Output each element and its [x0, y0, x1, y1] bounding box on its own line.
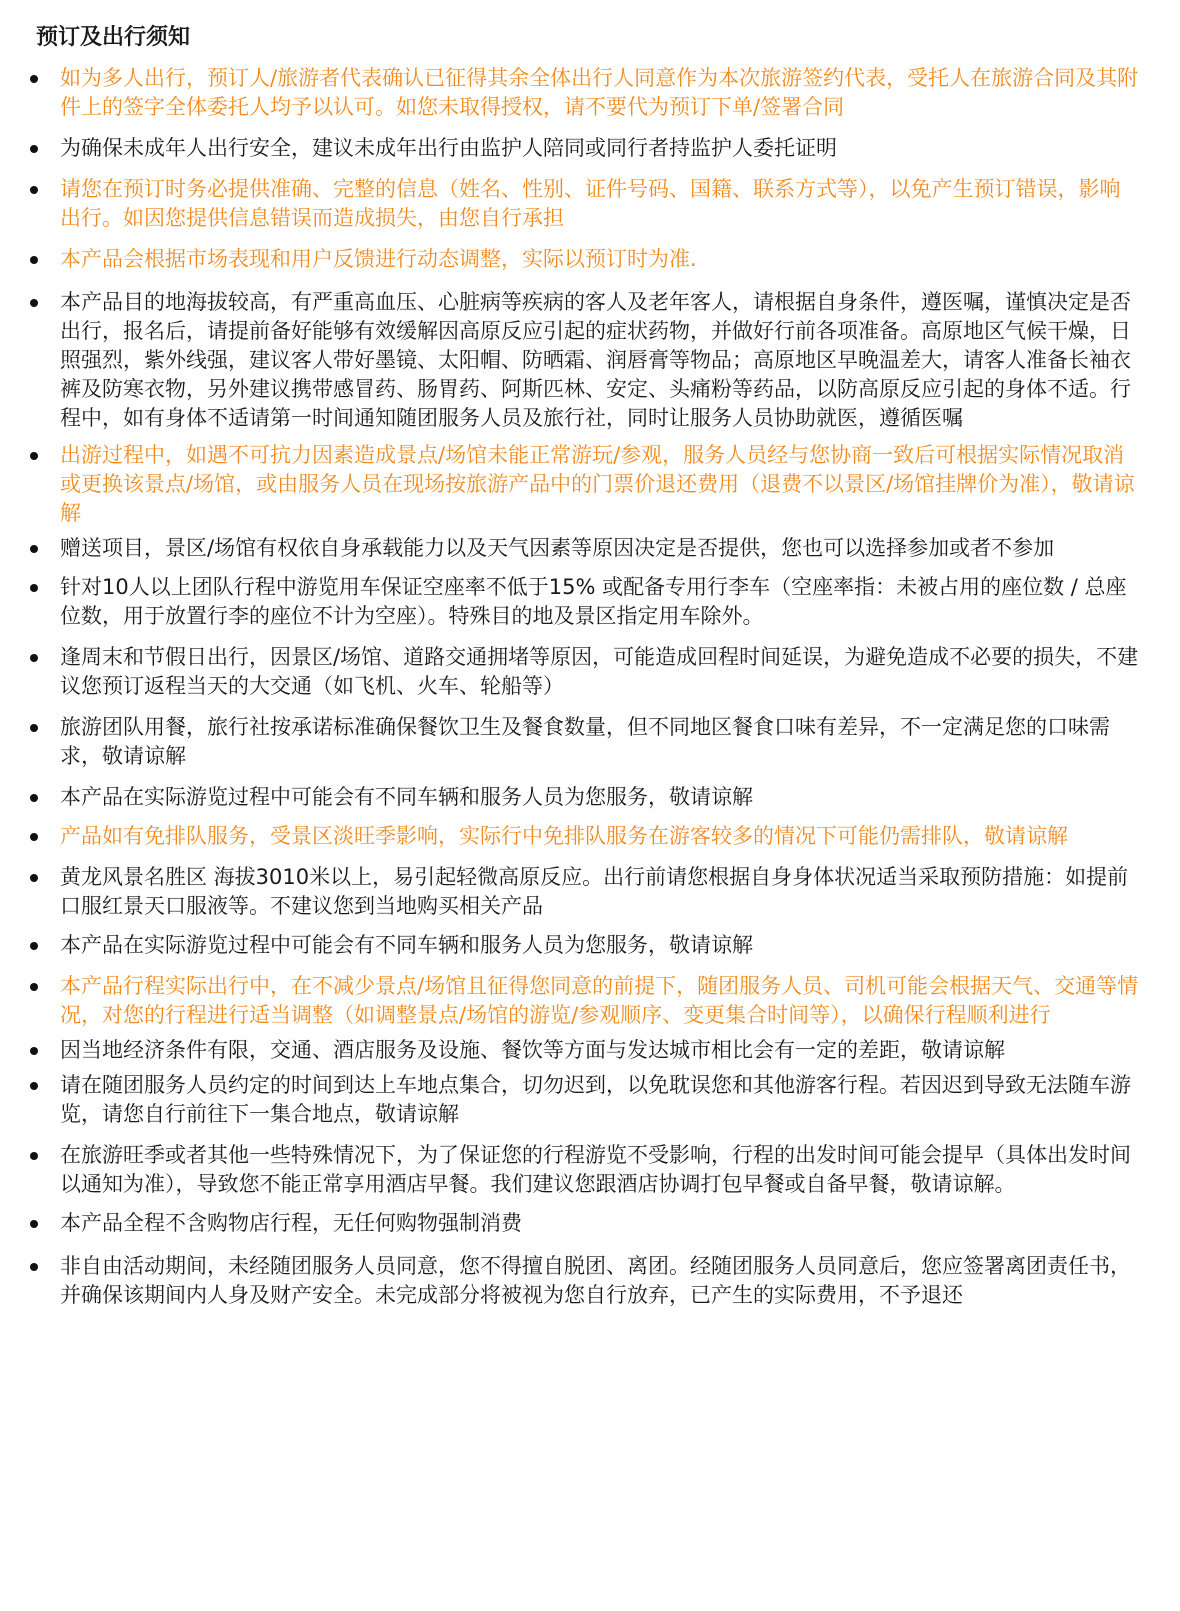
notice-item: [28, 643, 1140, 701]
notice-text: 非自由活动期间，未经随团服务人员同意，您不得擅自脱团、离团。经随团服务人员同意后，您应签署离团责任书，并确保该期间内人身及财产安全。未完成部分将被视为您自行放弃，已产生的实际费用，不予退还: [60, 1254, 1131, 1307]
notice-item: [28, 931, 1140, 960]
notice-item: [28, 783, 1140, 812]
notice-text: 针对10人以上团队行程中游览用车保证空座率不低于15% 或配备专用行李车（空座率指：未被占用的座位数 / 总座位数，用于放置行李的座位不计为空座）。特殊目的地及景区指定用车除外。: [60, 575, 1127, 628]
notice-text: 旅游团队用餐，旅行社按承诺标准确保餐饮卫生及餐食数量，但不同地区餐食口味有差异，不一定满足您的口味需求，敬请谅解: [60, 715, 1110, 768]
notice-text: 本产品在实际游览过程中可能会有不同车辆和服务人员为您服务，敬请谅解: [60, 785, 753, 809]
notice-text: 本产品全程不含购物店行程，无任何购物强制消费: [60, 1211, 522, 1235]
notice-item: [28, 288, 1140, 433]
notice-text: 如为多人出行，预订人/旅游者代表确认已征得其余全体出行人同意作为本次旅游签约代表，受托人在旅游合同及其附件上的签字全体委托人均予以认可。如您未取得授权，请不要代为预订下单/签署合同: [60, 66, 1139, 119]
notice-item: [28, 175, 1140, 233]
notice-list: [28, 64, 1140, 1310]
notice-item: [28, 713, 1140, 771]
bullet-icon: [30, 833, 38, 841]
notice-item: [28, 972, 1140, 1030]
notice-text: 黄龙风景名胜区 海拔3010米以上，易引起轻微高原反应。出行前请您根据自身身体状况适当采取预防措施：如提前口服红景天口服液等。不建议您到当地购买相关产品: [60, 865, 1129, 918]
notice-item: [28, 863, 1140, 921]
notice-text: 本产品会根据市场表现和用户反馈进行动态调整，实际以预订时为准.: [60, 247, 697, 271]
notice-text: 请在随团服务人员约定的时间到达上车地点集合，切勿迟到，以免耽误您和其他游客行程。若因迟到导致无法随车游览，请您自行前往下一集合地点，敬请谅解: [60, 1073, 1131, 1126]
notice-item: [28, 1071, 1140, 1129]
bullet-icon: [30, 942, 38, 950]
notice-item: [28, 573, 1140, 631]
bullet-icon: [30, 145, 38, 153]
notice-item: [28, 1036, 1140, 1065]
notice-text: 在旅游旺季或者其他一些特殊情况下，为了保证您的行程游览不受影响，行程的出发时间可能会提早（具体出发时间以通知为准），导致您不能正常享用酒店早餐。我们建议您跟酒店协调打包早餐或自备早餐，敬请谅解。: [60, 1143, 1131, 1196]
bullet-icon: [30, 1263, 38, 1271]
bullet-icon: [30, 794, 38, 802]
notice-item: [28, 245, 1140, 274]
notice-item: [28, 441, 1140, 528]
notice-text: 本产品在实际游览过程中可能会有不同车辆和服务人员为您服务，敬请谅解: [60, 933, 753, 957]
notice-text: 本产品行程实际出行中，在不减少景点/场馆且征得您同意的前提下，随团服务人员、司机可能会根据天气、交通等情况，对您的行程进行适当调整（如调整景点/场馆的游览/参观顺序、变更集合时间等），以确保行程顺利进行: [60, 974, 1139, 1027]
bullet-icon: [30, 983, 38, 991]
bullet-icon: [30, 452, 38, 460]
notice-text: 逢周末和节假日出行，因景区/场馆、道路交通拥堵等原因，可能造成回程时间延误，为避免造成不必要的损失，不建议您预订返程当天的大交通（如飞机、火车、轮船等）: [60, 645, 1139, 698]
bullet-icon: [30, 75, 38, 83]
bullet-icon: [30, 545, 38, 553]
notice-text: 产品如有免排队服务，受景区淡旺季影响，实际行中免排队服务在游客较多的情况下可能仍需排队，敬请谅解: [60, 824, 1068, 848]
notice-text: 出游过程中，如遇不可抗力因素造成景点/场馆未能正常游玩/参观，服务人员经与您协商一致后可根据实际情况取消或更换该景点/场馆，或由服务人员在现场按旅游产品中的门票价退还费用（退费不以景区/场馆挂牌价为准），敬请谅解: [60, 443, 1135, 525]
bullet-icon: [30, 1152, 38, 1160]
notice-text: 请您在预订时务必提供准确、完整的信息（姓名、性别、证件号码、国籍、联系方式等），以免产生预订错误，影响出行。如因您提供信息错误而造成损失，由您自行承担: [60, 177, 1121, 230]
notice-item: [28, 64, 1140, 122]
bullet-icon: [30, 1220, 38, 1228]
bullet-icon: [30, 1047, 38, 1055]
bullet-icon: [30, 299, 38, 307]
notice-item: [28, 1252, 1140, 1310]
notice-item: [28, 534, 1140, 563]
bullet-icon: [30, 1082, 38, 1090]
notice-text: 因当地经济条件有限，交通、酒店服务及设施、餐饮等方面与发达城市相比会有一定的差距，敬请谅解: [60, 1038, 1005, 1062]
bullet-icon: [30, 724, 38, 732]
notice-item: [28, 822, 1140, 851]
notice-item: [28, 1209, 1140, 1238]
notice-text: 本产品目的地海拔较高，有严重高血压、心脏病等疾病的客人及老年客人，请根据自身条件，遵医嘱，谨慎决定是否出行，报名后，请提前备好能够有效缓解因高原反应引起的症状药物，并做好行前各项准备。高原地区气候干燥，日照强烈，紫外线强，建议客人带好墨镜、太阳帽、防晒霜、润唇膏等物品；高原地区早晚温差大，请客人准备长袖衣裤及防寒衣物，另外建议携带感冒药、肠胃药、阿斯匹林、安定、头痛粉等药品，以防高原反应引起的身体不适。行程中，如有身体不适请第一时间通知随团服务人员及旅行社，同时让服务人员协助就医，遵循医嘱: [60, 290, 1131, 430]
notice-item: [28, 134, 1140, 163]
bullet-icon: [30, 874, 38, 882]
notice-text: 赠送项目，景区/场馆有权依自身承载能力以及天气因素等原因决定是否提供，您也可以选择参加或者不参加: [60, 536, 1055, 560]
bullet-icon: [30, 584, 38, 592]
notice-item: [28, 1141, 1140, 1199]
bullet-icon: [30, 186, 38, 194]
bullet-icon: [30, 654, 38, 662]
page-title: 预订及出行须知: [36, 25, 191, 50]
bullet-icon: [30, 256, 38, 264]
notice-text: 为确保未成年人出行安全，建议未成年出行由监护人陪同或同行者持监护人委托证明: [60, 136, 837, 160]
